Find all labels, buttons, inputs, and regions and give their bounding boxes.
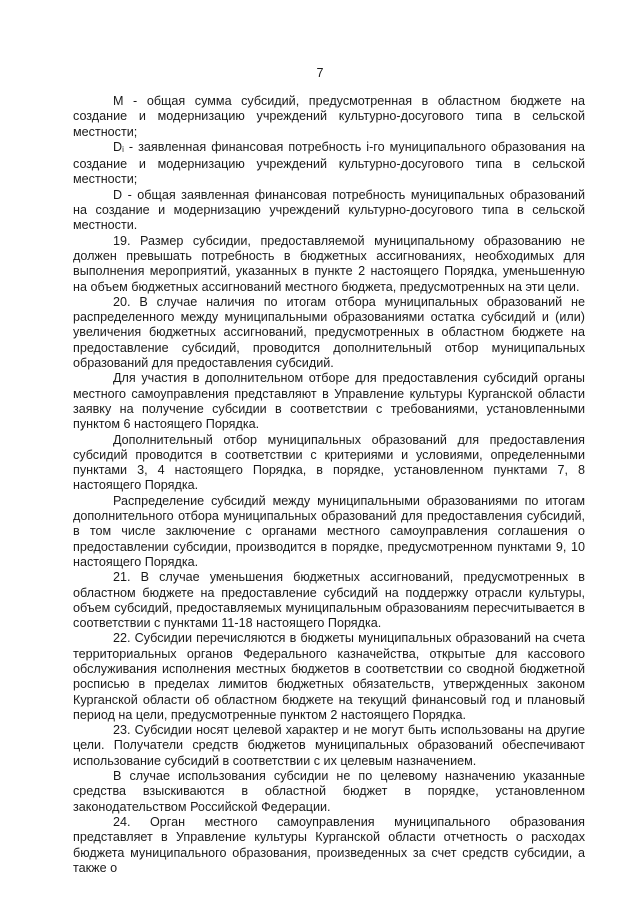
symbol-di: D [113,139,123,154]
paragraph-clause-24: 24. Орган местного самоуправления муниципального образования представляет в Управление культуры Курганской области отчетность о расходах бюджета муниципального образования, произведенных за счет средств субсидии, а также о [73,814,585,875]
paragraph-di-definition [73,140,585,188]
page-number: 7 [316,66,324,80]
paragraph-clause-23: 23. Субсидии носят целевой характер и не могут быть использованы на другие цели. Получатели средств бюджетов муниципальных образований обеспечивают использование субсидий в соответствии с их целевым назначением. [73,723,585,768]
paragraph-m-definition: М - общая сумма субсидий, предусмотренная в областном бюджете на создание и модернизацию учреждений культурно-досугового типа в сельской местности; [73,94,585,139]
paragraph-d-definition: D - общая заявленная финансовая потребность муниципальных образований на создание и модернизацию учреждений культурно-досугового типа в сельской местности. [73,187,585,233]
paragraph-clause-19: 19. Размер субсидии, предоставляемой муниципальному образованию не должен превышать потребность в бюджетных ассигнованиях, необходимых для выполнения мероприятий, указанных в пункте 2 настоящего Порядка, уменьшенную на объем бюджетных ассигнований местного бюджета, предусмотренных на эти цели. [73,233,585,294]
document-body [73,94,585,876]
paragraph-clause-22: 22. Субсидии перечисляются в бюджеты муниципальных образований на счета территориальных органов Федерального казначейства, открытые для кассового обслуживания исполнения местных бюджетов в соответствии со сводной бюджетной росписью в пределах лимитов бюджетных обязательств, утвержденных законом Курганской области об областном бюджете на текущий финансовый год и плановый период на цели, предусмотренные пунктом 2 настоящего Порядка. [73,631,585,722]
paragraph-clause-20-distribution: Распределение субсидий между муниципальными образованиями по итогам дополнительного отбора муниципальных образований для предоставления субсидий, в том числе заключение с органами местного самоуправления соглашения о предоставлении субсидии, производится в порядке, предусмотренном пунктами 9, 10 настоящего Порядка. [73,493,585,569]
symbol-di-subscript: i [122,144,124,154]
paragraph-di-text: - заявленная финансовая потребность i-го муниципального образования на создание и модернизацию учреждений культурно-досугового типа в сельской местности; [73,139,586,187]
paragraph-clause-21: 21. В случае уменьшения бюджетных ассигнований, предусмотренных в областном бюджете на предоставление субсидий на поддержку отрасли культуры, объем субсидий, предоставляемых муниципальным образованиям пересчитывается в соответствии с пунктами 11-18 настоящего Порядка. [73,570,585,631]
paragraph-clause-23-misuse: В случае использования субсидии не по целевому назначению указанные средства взыскиваются в областной бюджет в порядке, установленном законодательством Российской Федерации. [73,769,585,814]
paragraph-clause-20-additional-selection: Дополнительный отбор муниципальных образований для предоставления субсидий проводится в соответствии с критериями и условиями, определенными пунктами 3, 4 настоящего Порядка, в порядке, установленном пунктами 7, 8 настоящего Порядка. [73,432,585,493]
paragraph-clause-20-application: Для участия в дополнительном отборе для предоставления субсидий органы местного самоуправления представляют в Управление культуры Курганской области заявку на получение субсидии в соответствии с требованиями, установленными пунктом 6 настоящего Порядка. [73,371,585,432]
paragraph-clause-20: 20. В случае наличия по итогам отбора муниципальных образований не распределенного между муниципальными образованиями остатка субсидий и (или) увеличения бюджетных ассигнований, предусмотренных в областном бюджете на предоставление субсидий, проводится дополнительный отбор муниципальных образований для предоставления субсидий. [73,294,585,371]
